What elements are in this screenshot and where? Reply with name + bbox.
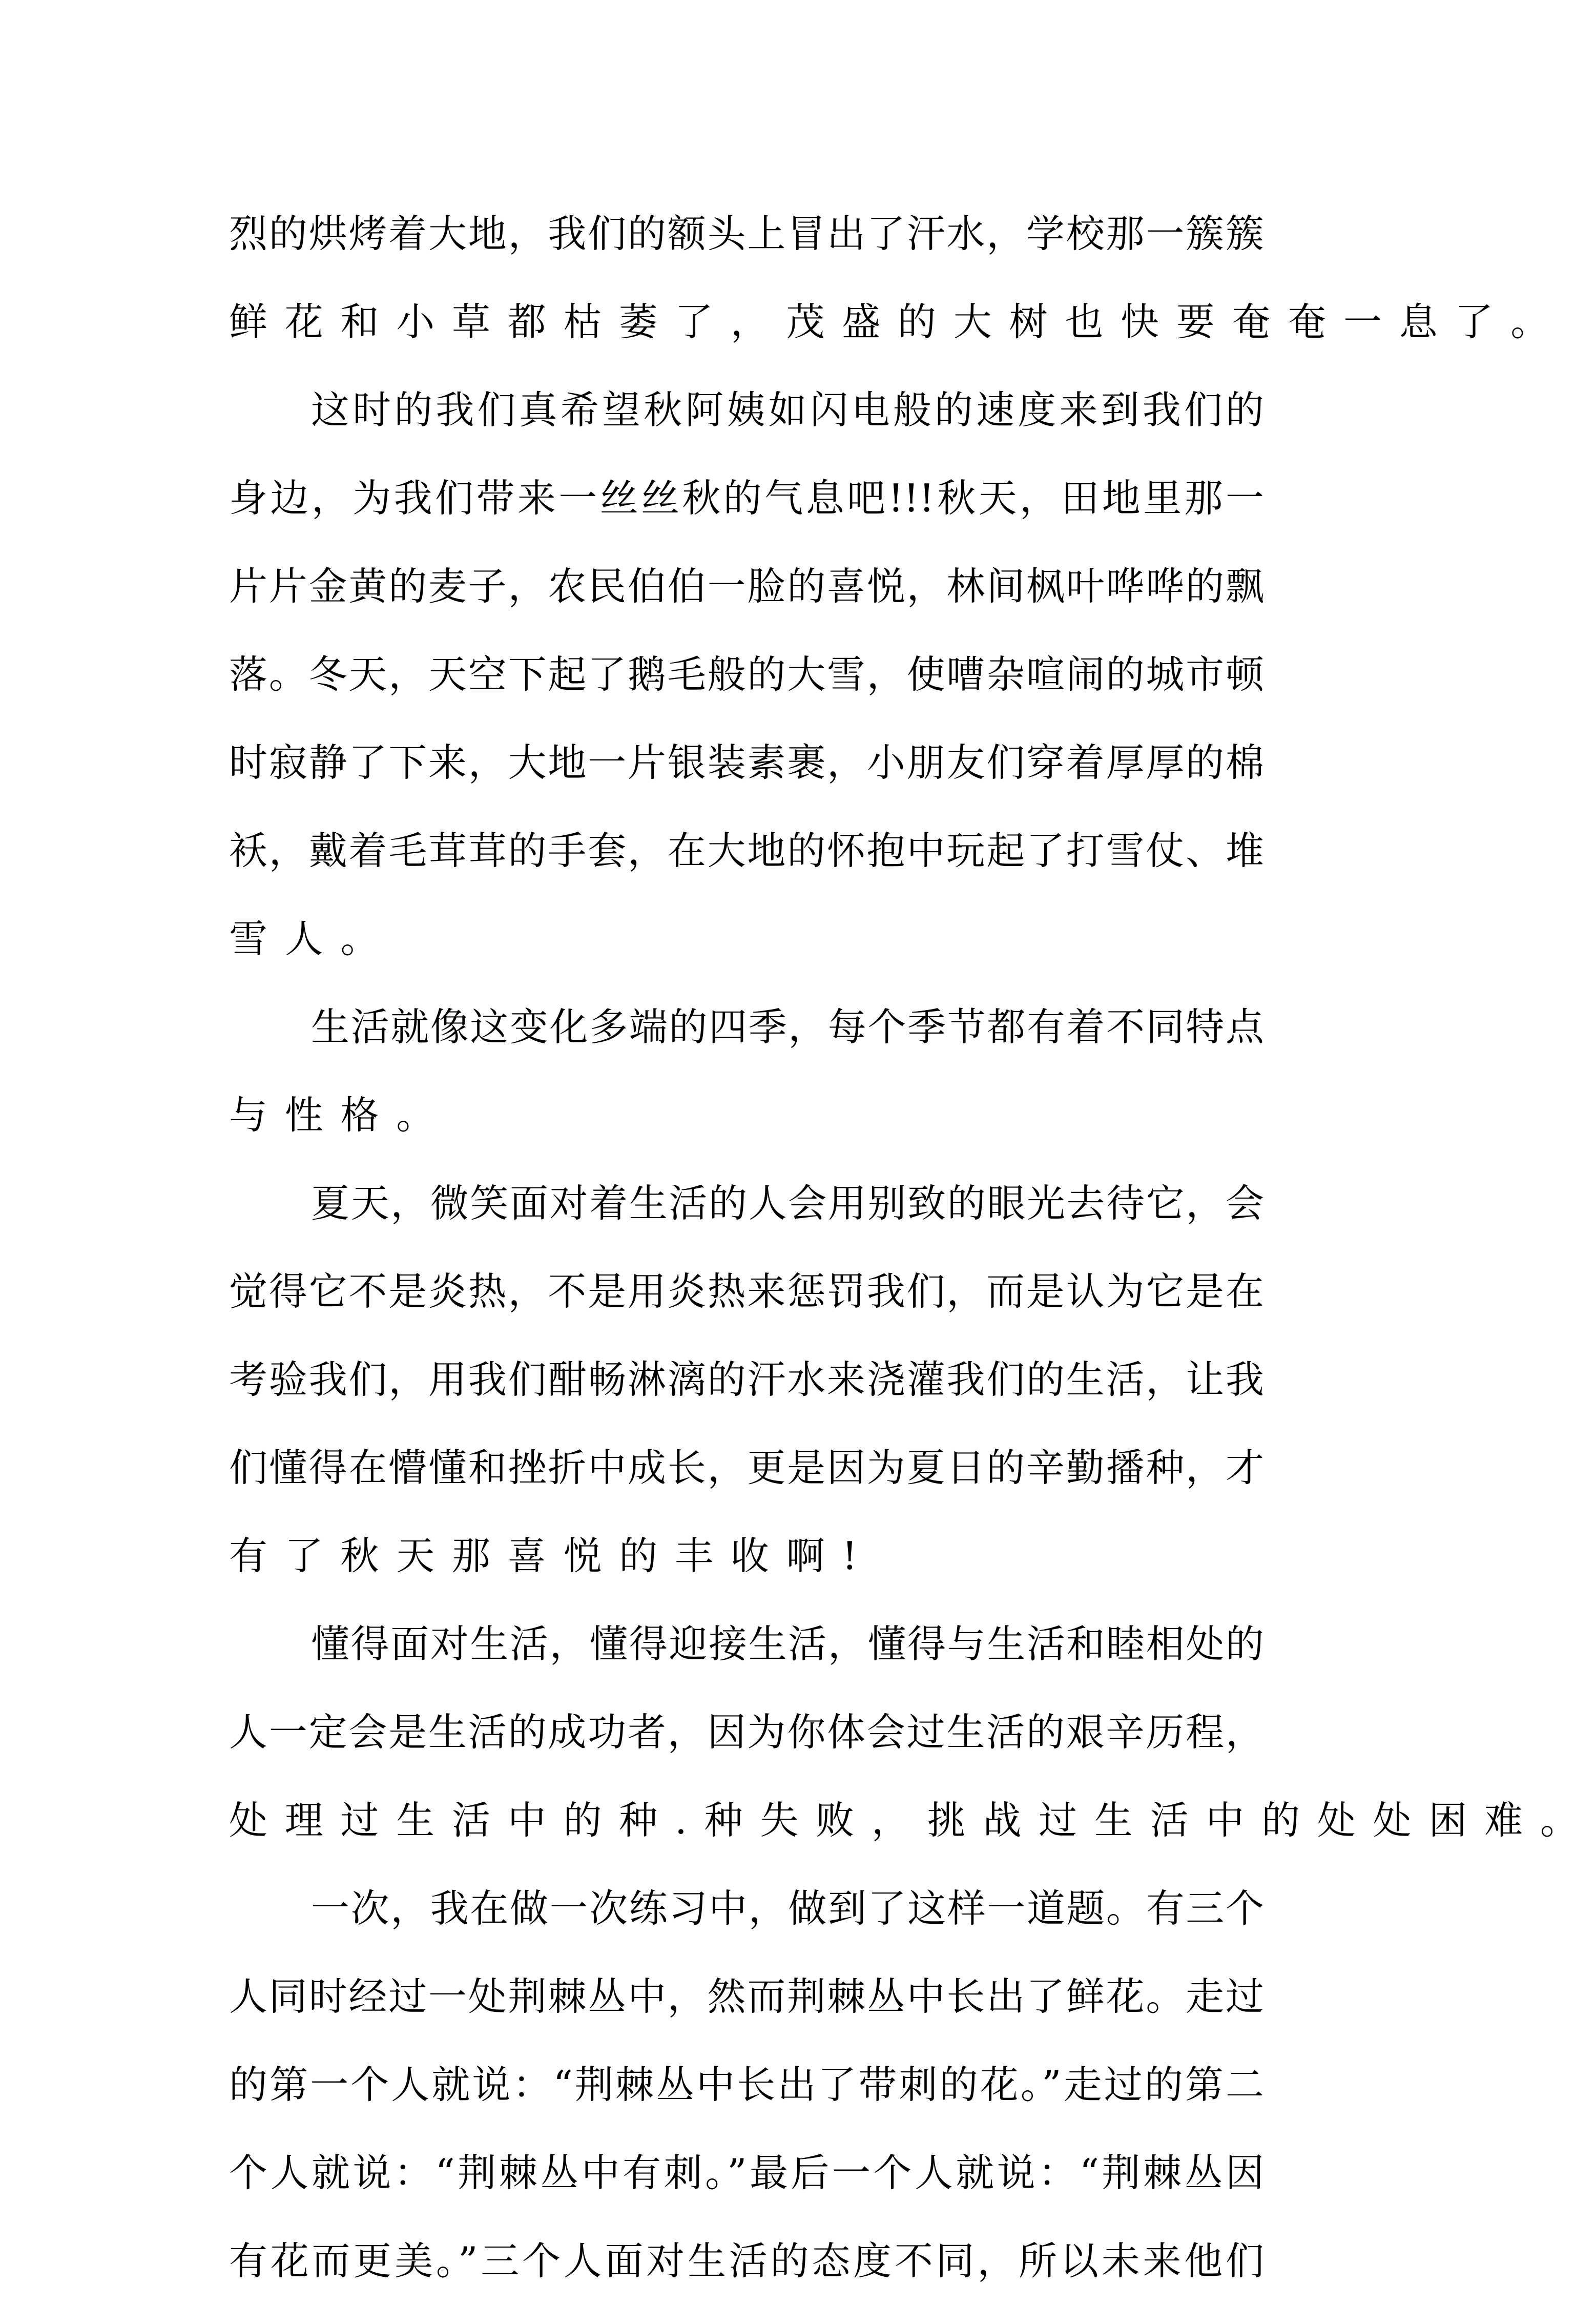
text-line: 袄，戴着毛茸茸的手套，在大地的怀抱中玩起了打雪仗、堆 bbox=[229, 828, 1264, 873]
text-line: 烈的烘烤着大地，我们的额头上冒出了汗水，学校那一簇簇 bbox=[229, 211, 1264, 256]
text-line: 有花而更美。”三个人面对生活的态度不同，所以未来他们 bbox=[229, 2238, 1264, 2283]
document-body bbox=[229, 190, 1596, 2305]
text-line: 这时的我们真希望秋阿姨如闪电般的速度来到我们的 bbox=[311, 387, 1264, 433]
text-line: 鲜花和小草都枯萎了，茂盛的大树也快要奄奄一息了。 bbox=[229, 299, 1567, 344]
text-line: 们懂得在懵懂和挫折中成长，更是因为夏日的辛勤播种，才 bbox=[229, 1445, 1264, 1490]
text-line: 有了秋天那喜悦的丰收啊! bbox=[229, 1533, 875, 1578]
text-line: 考验我们，用我们酣畅淋漓的汗水来浇灌我们的生活，让我 bbox=[229, 1357, 1264, 1402]
text-line: 雪人。 bbox=[229, 916, 397, 961]
text-line: 时寂静了下来，大地一片银装素裹，小朋友们穿着厚厚的棉 bbox=[229, 740, 1264, 785]
text-line: 一次，我在做一次练习中，做到了这样一道题。有三个 bbox=[311, 1886, 1264, 1931]
text-line: 片片金黄的麦子，农民伯伯一脸的喜悦，林间枫叶哗哗的飘 bbox=[229, 564, 1264, 609]
text-line: 夏天，微笑面对着生活的人会用别致的眼光去待它，会 bbox=[311, 1181, 1264, 1226]
text-line: 人一定会是生活的成功者，因为你体会过生活的艰辛历程， bbox=[229, 1710, 1264, 1755]
text-line: 人同时经过一处荆棘丛中，然而荆棘丛中长出了鲜花。走过 bbox=[229, 1974, 1264, 2019]
text-line: 觉得它不是炎热，不是用炎热来惩罚我们，而是认为它是在 bbox=[229, 1269, 1264, 1314]
text-line: 个人就说：“荆棘丛中有刺。”最后一个人就说：“荆棘丛因 bbox=[229, 2150, 1264, 2195]
text-line: 身边，为我们带来一丝丝秋的气息吧!!!秋天，田地里那一 bbox=[229, 476, 1264, 521]
text-lines bbox=[229, 190, 1596, 2305]
text-line: 处理过生活中的种.种失败，挑战过生活中的处处困难。 bbox=[229, 1798, 1596, 1843]
text-line: 与性格。 bbox=[229, 1093, 452, 1138]
text-line: 落。冬天，天空下起了鹅毛般的大雪，使嘈杂喧闹的城市顿 bbox=[229, 652, 1264, 697]
text-line: 生活就像这变化多端的四季，每个季节都有着不同特点 bbox=[311, 1004, 1264, 1049]
text-line: 的第一个人就说：“荆棘丛中长出了带刺的花。”走过的第二 bbox=[229, 2062, 1264, 2107]
text-line: 懂得面对生活，懂得迎接生活，懂得与生活和睦相处的 bbox=[311, 1621, 1264, 1666]
